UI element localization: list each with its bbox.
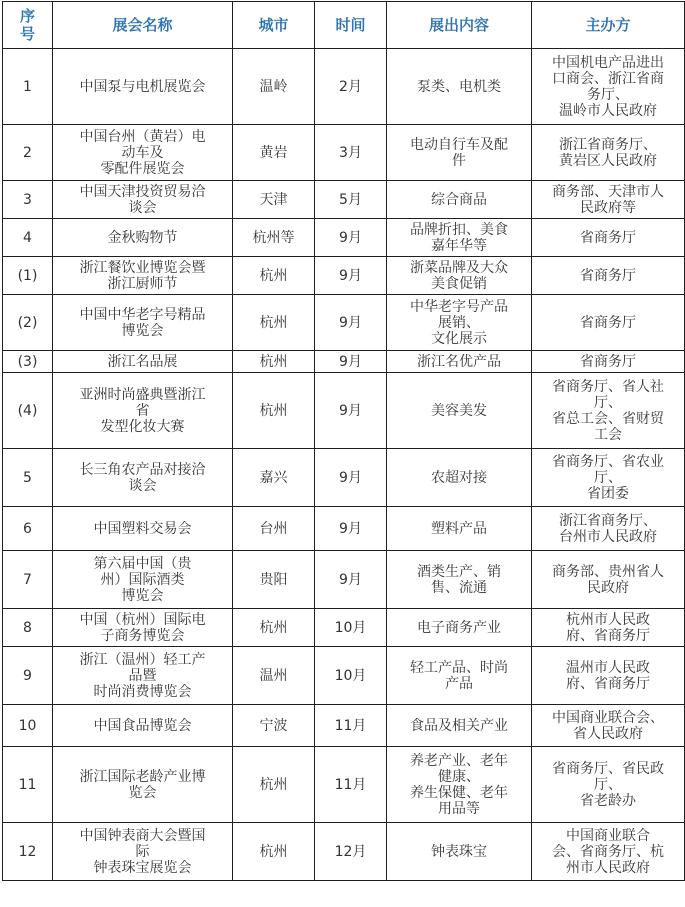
table-row — [3, 125, 685, 181]
cell-host: 商务部、天津市人 民政府等 — [532, 181, 685, 219]
table-row — [3, 373, 685, 449]
cell-content: 钟表珠宝 — [387, 823, 532, 881]
table-row — [3, 823, 685, 881]
cell-time: 9月 — [315, 551, 387, 609]
table-row — [3, 351, 685, 373]
table-row — [3, 705, 685, 747]
cell-time: 9月 — [315, 351, 387, 373]
cell-no: (4) — [3, 373, 53, 449]
table-row — [3, 747, 685, 823]
cell-host: 省商务厅 — [532, 219, 685, 257]
header-host: 主办方 — [532, 2, 685, 49]
cell-no: 12 — [3, 823, 53, 881]
cell-city: 嘉兴 — [233, 449, 315, 507]
cell-content: 轻工产品、时尚 产品 — [387, 647, 532, 705]
cell-no: 5 — [3, 449, 53, 507]
header-time: 时间 — [315, 2, 387, 49]
cell-city: 杭州等 — [233, 219, 315, 257]
cell-host: 中国商业联合会、 省人民政府 — [532, 705, 685, 747]
cell-no: (3) — [3, 351, 53, 373]
cell-content: 电动自行车及配 件 — [387, 125, 532, 181]
cell-name: 浙江餐饮业博览会暨 浙江厨师节 — [53, 257, 233, 295]
cell-name: 中国（杭州）国际电 子商务博览会 — [53, 609, 233, 647]
cell-time: 3月 — [315, 125, 387, 181]
cell-no: 9 — [3, 647, 53, 705]
cell-city: 温岭 — [233, 49, 315, 125]
cell-content: 养老产业、老年 健康、 养生保健、老年 用品等 — [387, 747, 532, 823]
table-row — [3, 609, 685, 647]
cell-host: 省商务厅、省农业 厅、 省团委 — [532, 449, 685, 507]
exhibition-table — [2, 1, 685, 881]
cell-content: 食品及相关产业 — [387, 705, 532, 747]
cell-no: 2 — [3, 125, 53, 181]
cell-no: 6 — [3, 507, 53, 551]
cell-time: 9月 — [315, 219, 387, 257]
cell-content: 农超对接 — [387, 449, 532, 507]
cell-time: 10月 — [315, 609, 387, 647]
cell-city: 温州 — [233, 647, 315, 705]
cell-content: 浙江名优产品 — [387, 351, 532, 373]
cell-host: 省商务厅 — [532, 295, 685, 351]
cell-name: 浙江名品展 — [53, 351, 233, 373]
cell-no: 11 — [3, 747, 53, 823]
table-row — [3, 507, 685, 551]
cell-name: 亚洲时尚盛典暨浙江 省 发型化妆大赛 — [53, 373, 233, 449]
cell-content: 美容美发 — [387, 373, 532, 449]
cell-city: 杭州 — [233, 609, 315, 647]
cell-name: 中国中华老字号精品 博览会 — [53, 295, 233, 351]
table-row — [3, 219, 685, 257]
cell-time: 2月 — [315, 49, 387, 125]
cell-content: 塑料产品 — [387, 507, 532, 551]
cell-time: 9月 — [315, 257, 387, 295]
table-row — [3, 181, 685, 219]
cell-city: 贵阳 — [233, 551, 315, 609]
cell-time: 10月 — [315, 647, 387, 705]
table-row — [3, 49, 685, 125]
cell-no: 10 — [3, 705, 53, 747]
cell-no: 1 — [3, 49, 53, 125]
cell-host: 杭州市人民政 府、省商务厅 — [532, 609, 685, 647]
cell-content: 浙菜品牌及大众 美食促销 — [387, 257, 532, 295]
table-row — [3, 449, 685, 507]
cell-host: 中国机电产品进出 口商会、浙江省商 务厅、 温岭市人民政府 — [532, 49, 685, 125]
cell-name: 第六届中国（贵 州）国际酒类 博览会 — [53, 551, 233, 609]
header-city: 城市 — [233, 2, 315, 49]
cell-no: 8 — [3, 609, 53, 647]
cell-time: 12月 — [315, 823, 387, 881]
cell-content: 泵类、电机类 — [387, 49, 532, 125]
cell-name: 中国台州（黄岩）电 动车及 零配件展览会 — [53, 125, 233, 181]
cell-city: 黄岩 — [233, 125, 315, 181]
cell-no: 3 — [3, 181, 53, 219]
cell-city: 杭州 — [233, 823, 315, 881]
cell-city: 天津 — [233, 181, 315, 219]
cell-city: 杭州 — [233, 747, 315, 823]
cell-no: 7 — [3, 551, 53, 609]
cell-time: 9月 — [315, 295, 387, 351]
header-name: 展会名称 — [53, 2, 233, 49]
cell-host: 商务部、贵州省人 民政府 — [532, 551, 685, 609]
cell-name: 中国泵与电机展览会 — [53, 49, 233, 125]
cell-content: 酒类生产、销 售、流通 — [387, 551, 532, 609]
cell-time: 9月 — [315, 373, 387, 449]
cell-name: 中国食品博览会 — [53, 705, 233, 747]
header-row — [3, 2, 685, 49]
cell-host: 省商务厅、省人社 厅、 省总工会、省财贸 工会 — [532, 373, 685, 449]
cell-host: 省商务厅、省民政 厅、 省老龄办 — [532, 747, 685, 823]
cell-host: 中国商业联合 会、省商务厅、杭 州市人民政府 — [532, 823, 685, 881]
cell-name: 中国钟表商大会暨国 际 钟表珠宝展览会 — [53, 823, 233, 881]
cell-content: 综合商品 — [387, 181, 532, 219]
cell-time: 9月 — [315, 449, 387, 507]
cell-name: 浙江（温州）轻工产 品暨 时尚消费博览会 — [53, 647, 233, 705]
cell-city: 杭州 — [233, 373, 315, 449]
cell-no: 4 — [3, 219, 53, 257]
cell-host: 浙江省商务厅、 黄岩区人民政府 — [532, 125, 685, 181]
cell-name: 中国天津投资贸易洽 谈会 — [53, 181, 233, 219]
cell-name: 中国塑料交易会 — [53, 507, 233, 551]
cell-time: 9月 — [315, 507, 387, 551]
cell-city: 台州 — [233, 507, 315, 551]
cell-host: 省商务厅 — [532, 257, 685, 295]
cell-time: 11月 — [315, 705, 387, 747]
cell-name: 金秋购物节 — [53, 219, 233, 257]
cell-name: 长三角农产品对接洽 谈会 — [53, 449, 233, 507]
cell-city: 杭州 — [233, 257, 315, 295]
cell-content: 中华老字号产品 展销、 文化展示 — [387, 295, 532, 351]
cell-time: 11月 — [315, 747, 387, 823]
header-content: 展出内容 — [387, 2, 532, 49]
cell-host: 浙江省商务厅、 台州市人民政府 — [532, 507, 685, 551]
header-no: 序 号 — [3, 2, 53, 49]
cell-no: (1) — [3, 257, 53, 295]
table-row — [3, 647, 685, 705]
table-row — [3, 295, 685, 351]
table-row — [3, 551, 685, 609]
cell-name: 浙江国际老龄产业博 览会 — [53, 747, 233, 823]
cell-time: 5月 — [315, 181, 387, 219]
cell-city: 宁波 — [233, 705, 315, 747]
table-row — [3, 257, 685, 295]
cell-host: 温州市人民政 府、省商务厅 — [532, 647, 685, 705]
cell-no: (2) — [3, 295, 53, 351]
cell-host: 省商务厅 — [532, 351, 685, 373]
cell-content: 电子商务产业 — [387, 609, 532, 647]
cell-city: 杭州 — [233, 351, 315, 373]
cell-content: 品牌折扣、美食 嘉年华等 — [387, 219, 532, 257]
cell-city: 杭州 — [233, 295, 315, 351]
